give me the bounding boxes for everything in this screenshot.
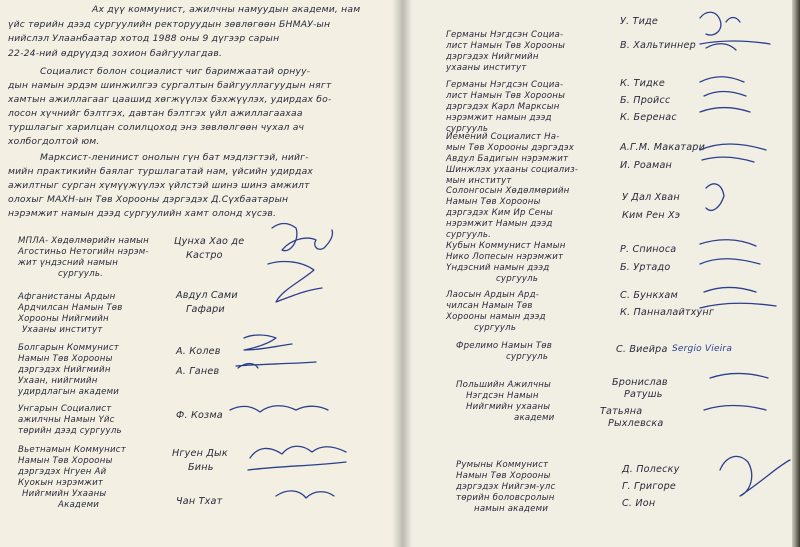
org-line: жит үндэсний намын <box>18 258 119 268</box>
org-line: дэргэдэх Нийгэм-улс <box>456 482 556 492</box>
org-line: Болгарын Коммунист <box>18 343 119 353</box>
signature <box>700 240 760 264</box>
intro-line: туршлагыг харилцан солилцоход энэ зөвлөлгөөн чухал ач <box>8 122 305 133</box>
org-line: сургууль. <box>446 230 492 240</box>
org-line: Хорооны Нийгмийн <box>18 314 109 324</box>
signature <box>250 446 346 458</box>
signatory-name: С. Виейра <box>616 344 668 355</box>
org-line: удирдлагын академи <box>18 387 120 397</box>
signatory-name: Гафари <box>186 304 225 315</box>
signature <box>706 184 724 211</box>
signatory-name: Рыхлевска <box>608 418 664 429</box>
org-line: Германы Нэгдсэн Социа- <box>446 80 564 90</box>
org-line: Шинжлэх ухааны социализ- <box>446 165 579 175</box>
signatory-name: У Дал Хван <box>622 192 680 203</box>
signatory-name: Ф. Козма <box>176 410 223 421</box>
org-line: Хорооны намын дээд <box>446 312 546 322</box>
org-line: нэрэмжит намын дээд <box>446 113 552 123</box>
signature <box>268 262 322 302</box>
intro-line: олохыг МАХН-ын Төв Хорооны дэргэдэх Д.Сүхбаатарын <box>8 194 289 205</box>
org-line: Намын Төв Хорооны <box>446 197 541 207</box>
org-line: дэргэдэх Нийгмийн <box>446 52 539 62</box>
org-line: Лаосын Ардын Ард- <box>446 290 540 300</box>
org-line: лист Намын Төв Хорооны <box>446 41 566 51</box>
org-line: лист Намын Төв Хорооны <box>446 91 566 101</box>
signatory-name: Б. Уртадо <box>620 262 671 273</box>
signatory-name: К. Тидке <box>620 78 665 89</box>
intro-line: лосон хүчнийг бэлтгэх, давтан бэлтгэх үйл ажиллагаахаа <box>8 108 303 119</box>
signature <box>700 12 740 35</box>
signature <box>720 456 790 496</box>
org-line: Фрелимо Намын Төв <box>456 341 553 351</box>
signatory-name: С. Ион <box>622 498 656 509</box>
org-line: Авдул Бадигын нэрэмжит <box>446 154 569 164</box>
intro-line: нийслэл Улаанбаатар хотод 1988 оны 9 дүгээр сарын <box>8 33 280 44</box>
signatory-name: С. Бункхам <box>620 290 678 301</box>
org-line: ажилчны Намын Үйс <box>18 415 115 425</box>
org-line: Солонгосын Хөдөлмөрийн <box>446 186 570 196</box>
signature <box>248 462 346 470</box>
signatory-name: А.Г.М. Макатари <box>620 142 706 153</box>
org-line: дэргэдэх Нийгмийн <box>18 365 111 375</box>
org-line: Унгарын Социалист <box>18 404 112 414</box>
signature <box>230 406 328 412</box>
org-line: Йемений Социалист На- <box>446 132 560 142</box>
org-line: дэргэдэх Нгуен Ай <box>18 467 107 477</box>
signatory-name: В. Хальтиннер <box>620 40 696 51</box>
signature <box>700 144 766 162</box>
signatory-name: Цунха Хао де <box>174 236 245 247</box>
signature <box>276 491 334 498</box>
signatory-name: К. Панналайтхунг <box>620 307 715 318</box>
signature <box>700 77 750 112</box>
org-line: мын Төв Хорооны дэргэдэх <box>446 143 575 153</box>
signature <box>244 335 292 350</box>
org-line: намын академи <box>474 504 549 514</box>
intro-line: 22-24-ний өдрүүдэд зохион байгуулагдав. <box>8 48 223 59</box>
intro-line: дын намын эрдэм шинжилгээ сургалтын байгууллагуудын нягт <box>8 80 332 91</box>
org-line: сургууль <box>496 274 539 284</box>
signatory-name: К. Беренас <box>620 112 677 123</box>
signatory-name: А. Ганев <box>176 366 220 377</box>
signatory-name: Бронислав <box>612 377 668 388</box>
signatory-name: Р. Спиноса <box>620 244 677 255</box>
signatory-name: Д. Полеску <box>622 464 680 475</box>
org-line: сургууль <box>506 352 549 362</box>
org-line: дэргэдэх Карл Марксын <box>446 102 560 112</box>
org-line: төрийн боловсролын <box>456 493 555 503</box>
org-line: сургууль. <box>58 269 104 279</box>
org-line: Агостиньо Нетогийн нэрэм- <box>18 247 149 257</box>
org-line: чилсан Намын Төв <box>446 301 533 311</box>
org-line: Куокын нэрэмжит <box>18 478 104 488</box>
org-line: дэргэдэх Ким Ир Сены <box>446 208 554 218</box>
org-line: Германы Нэгдсэн Социа- <box>446 30 564 40</box>
intro-line: холбогдолтой юм. <box>8 136 100 147</box>
signature <box>704 374 768 411</box>
intro-line: хамтын ажиллагааг цаашид хөгжүүлэх бэхжүүлэх, удирдах бо- <box>8 94 332 105</box>
signatory-name: И. Роаман <box>620 160 672 171</box>
intro-line: ажилтныг сурган хүмүүжүүлэх үйлстэй шинэ шинэ амжилт <box>8 180 310 191</box>
org-line: Ухаан, нийгмийн <box>18 376 98 386</box>
intro-line: нэрэмжит намын дээд сургуулийн хамт олонд хүсэв. <box>8 208 277 219</box>
signature <box>272 224 333 251</box>
signatory-name: Татьяна <box>600 406 643 417</box>
org-line: Үндэсний намын дээд <box>446 263 550 273</box>
org-line: Вьетнамын Коммунист <box>18 445 126 455</box>
org-line: сургууль <box>474 323 517 333</box>
org-line: Намын Төв Хорооны <box>18 354 113 364</box>
org-line: нэрэмжит Намын дээд <box>446 219 553 229</box>
signature-text: Sergio Vieira <box>672 344 733 354</box>
org-line: Намын Төв Хорооны <box>18 456 113 466</box>
org-line: Академи <box>58 500 100 510</box>
org-line: Кубын Коммунист Намын <box>446 241 566 251</box>
org-line: Нийгмийн ухааны <box>466 402 551 412</box>
org-line: Нийгмийн Ухааны <box>22 489 107 499</box>
org-line: Намын Төв Хорооны <box>456 471 551 481</box>
org-line: мын институт <box>446 176 512 186</box>
signatory-name: Ким Рен Хэ <box>622 210 681 221</box>
org-line: Нэгдсэн Намын <box>466 391 539 401</box>
org-line: академи <box>514 413 555 423</box>
org-line: МПЛА- Хөдөлмөрийн намын <box>18 236 149 246</box>
org-line: Польшийн Ажилчны <box>456 380 552 390</box>
signatory-name: Кастро <box>186 250 223 261</box>
org-line: төрийн дээд сургууль <box>18 426 122 436</box>
signatory-name: Г. Григоре <box>622 481 677 492</box>
org-line: Нико Лопесын нэрэмжит <box>446 252 564 262</box>
signature <box>700 288 776 309</box>
signatory-name: Авдул Сами <box>176 290 238 301</box>
signatory-name: Бинь <box>188 462 214 473</box>
org-line: Ухааны институт <box>22 325 103 335</box>
intro-line: үйс төрийн дээд сургуулийн ректоруудын зөвлөгөөн БНМАУ-ын <box>8 19 331 30</box>
signature <box>236 362 316 368</box>
signatory-name: Б. Пройсс <box>620 95 671 106</box>
org-line: сургууль <box>446 124 489 134</box>
org-line: Румыны Коммунист <box>456 460 549 470</box>
intro-line: Социалист болон социалист чиг баримжаатай орнуу- <box>40 66 311 77</box>
intro-line: Марксист-ленинист онолын гүн бат мэдлэгтэй, нийг- <box>40 152 309 163</box>
signature <box>700 41 770 50</box>
org-line: ухааны институт <box>446 63 527 73</box>
signatory-name: У. Тиде <box>620 16 658 27</box>
signatory-name: Нгуен Дык <box>172 448 228 459</box>
signatory-name: Чан Тхат <box>176 496 223 507</box>
org-line: Афганистаны Ардын <box>18 292 116 302</box>
signatory-name: Ратушь <box>624 389 663 400</box>
intro-line: мийн практикийн баялаг туршлагатай нам, үйсийн удирдах <box>8 166 314 177</box>
org-line: Ардчилсан Намын Төв <box>18 303 123 313</box>
signatory-name: А. Колев <box>176 346 221 357</box>
intro-line: Ах дүү коммунист, ажилчны намуудын академи, нам <box>92 4 361 15</box>
